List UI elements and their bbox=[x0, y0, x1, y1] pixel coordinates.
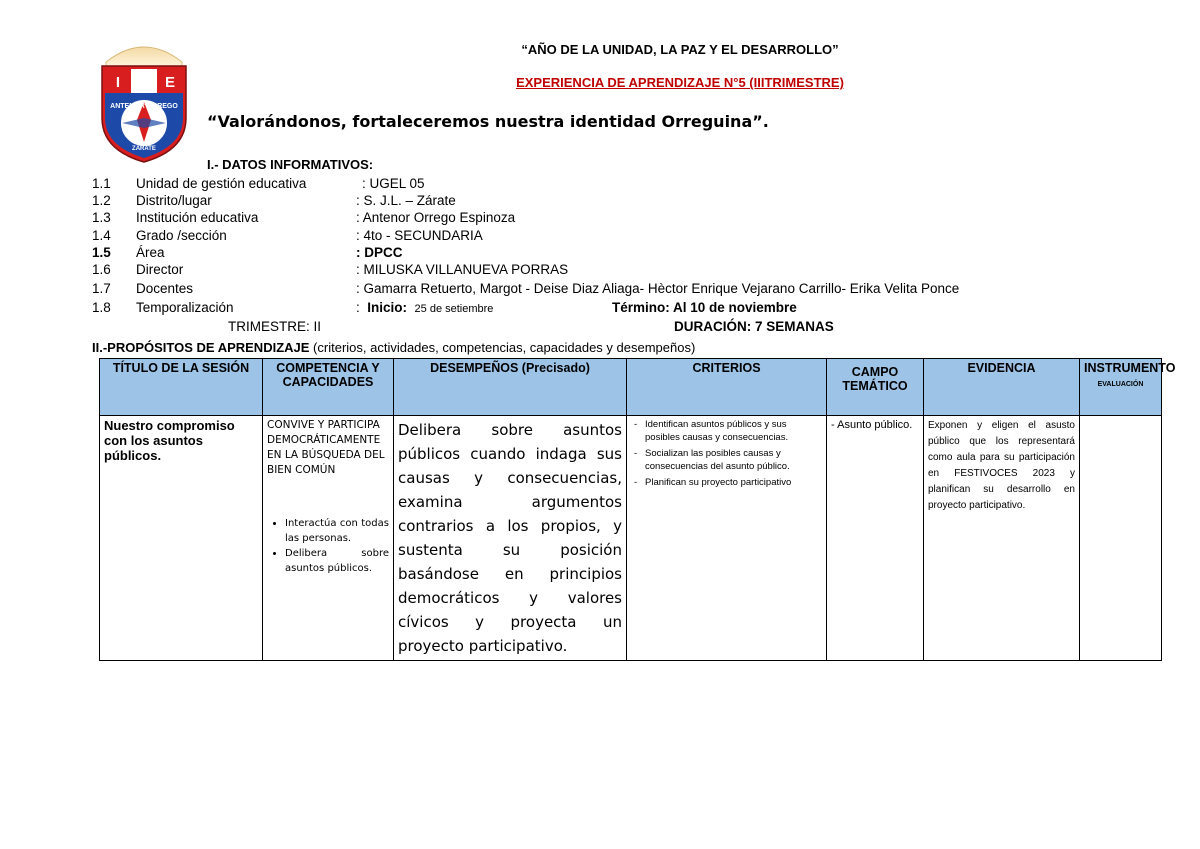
info-label: Grado /sección bbox=[136, 228, 227, 243]
info-label: Área bbox=[136, 245, 165, 260]
section2-title bbox=[92, 340, 695, 355]
section2-heading: II.-PROPÓSITOS DE APRENDIZAJE bbox=[92, 340, 310, 355]
list-item: - Identifican asuntos públicos y sus posibles causas y consecuencias. bbox=[645, 418, 822, 444]
info-label: Director bbox=[136, 262, 184, 277]
list-item: • Interactúa con todas las personas. bbox=[285, 516, 389, 546]
info-value: : MILUSKA VILLANUEVA PORRAS bbox=[356, 262, 569, 277]
info-num: 1.1 bbox=[92, 176, 111, 191]
termino bbox=[612, 300, 797, 315]
year-motto: “AÑO DE LA UNIDAD, LA PAZ Y EL DESARROLLO” bbox=[521, 42, 839, 57]
logo-letter-i: I bbox=[115, 74, 121, 91]
logo-school-name: ANTENOR ORREGO bbox=[110, 103, 178, 110]
info-num: 1.8 bbox=[92, 300, 111, 315]
info-label: Docentes bbox=[136, 281, 194, 296]
info-num: 1.4 bbox=[92, 228, 111, 243]
criterios-list bbox=[631, 418, 822, 489]
session-motto: “Valorándonos, fortaleceremos nuestra identidad Orreguina”. bbox=[207, 112, 769, 131]
col-desempenos: DESEMPEÑOS (Precisado) bbox=[394, 359, 627, 416]
info-value: : Antenor Orrego Espinoza bbox=[356, 210, 516, 225]
col-instrumento-sub: EVALUACIÓN bbox=[1097, 381, 1144, 388]
section2-subtitle: (criterios, actividades, competencias, capacidades y desempeños) bbox=[309, 340, 696, 355]
table-row bbox=[100, 416, 1162, 661]
info-num: 1.3 bbox=[92, 210, 111, 225]
inicio-value: 25 de setiembre bbox=[414, 303, 494, 315]
experience-title: EXPERIENCIA DE APRENDIZAJE N°5 (IIITRIMESTRE) bbox=[516, 75, 844, 90]
info-num: 1.2 bbox=[92, 193, 111, 208]
logo-city: ZARATE bbox=[132, 146, 156, 152]
info-label: Distrito/lugar bbox=[136, 193, 212, 208]
school-logo bbox=[96, 38, 192, 164]
cell-instrumento bbox=[1080, 416, 1162, 661]
termino-value: : Al 10 de noviembre bbox=[665, 300, 797, 315]
inicio-label: Inicio: bbox=[367, 300, 408, 315]
info-value: : 4to - SECUNDARIA bbox=[356, 228, 483, 243]
cell-campo: - Asunto público. bbox=[827, 416, 924, 661]
capacidades-list bbox=[267, 516, 389, 576]
trimestre: TRIMESTRE: II bbox=[228, 319, 322, 334]
list-item: - Socializan las posibles causas y consecuencias del asunto público. bbox=[645, 447, 822, 473]
list-item: - Planifican su proyecto participativo bbox=[645, 476, 822, 489]
col-competencia: COMPETENCIA Y CAPACIDADES bbox=[263, 359, 394, 416]
cell-competencia bbox=[263, 416, 394, 661]
col-instrumento-label: INSTRUMENTO bbox=[1084, 361, 1176, 375]
competencia-text: CONVIVE Y PARTICIPA DEMOCRÁTICAMENTE EN LA BÚSQUEDA DEL BIEN COMÚN bbox=[267, 419, 385, 476]
info-label: Institución educativa bbox=[136, 210, 259, 225]
table-header-row bbox=[100, 359, 1162, 416]
info-value: : DPCC bbox=[356, 245, 403, 260]
list-item: • Delibera sobre asuntos públicos. bbox=[285, 546, 389, 576]
info-num: 1.5 bbox=[92, 245, 111, 260]
col-titulo: TÍTULO DE LA SESIÓN bbox=[100, 359, 263, 416]
info-label: Unidad de gestión educativa bbox=[136, 176, 307, 191]
col-evidencia: EVIDENCIA bbox=[924, 359, 1080, 416]
cell-titulo: Nuestro compromiso con los asuntos públicos. bbox=[100, 416, 263, 661]
col-campo: CAMPO TEMÁTICO bbox=[827, 359, 924, 416]
cell-desempeno: Delibera sobre asuntos públicos cuando indaga sus causas y consecuencias, examina argumentos contrarios a los propios, y sustenta su posición basándose en principios democráticos y valores cívicos y proyecta un proyecto participativo. bbox=[394, 416, 627, 661]
termino-label: Término bbox=[612, 300, 666, 315]
col-instrumento bbox=[1080, 359, 1176, 416]
cell-criterios bbox=[627, 416, 827, 661]
cell-evidencia: Exponen y eligen el asusto público que los representará como aula para su participación en FESTIVOCES 2023 y planifican su desarrollo en proyecto participativo. bbox=[924, 416, 1080, 661]
info-value: : UGEL 05 bbox=[362, 176, 425, 191]
info-label: Temporalización bbox=[136, 300, 234, 315]
info-value: : Gamarra Retuerto, Margot - Deise Diaz Aliaga- Hèctor Enrique Vejarano Carrillo- Erika Velita Ponce bbox=[356, 281, 960, 296]
temporal-value: : Inicio: 25 de setiembre bbox=[356, 300, 494, 315]
duracion: DURACIÓN: 7 SEMANAS bbox=[674, 319, 834, 334]
info-value: : S. J.L. – Zárate bbox=[356, 193, 456, 208]
logo-letter-e: E bbox=[164, 74, 176, 91]
learning-purposes-table bbox=[99, 358, 1176, 661]
section1-title: I.- DATOS INFORMATIVOS: bbox=[207, 157, 374, 172]
info-num: 1.6 bbox=[92, 262, 111, 277]
info-num: 1.7 bbox=[92, 281, 111, 296]
col-criterios: CRITERIOS bbox=[627, 359, 827, 416]
